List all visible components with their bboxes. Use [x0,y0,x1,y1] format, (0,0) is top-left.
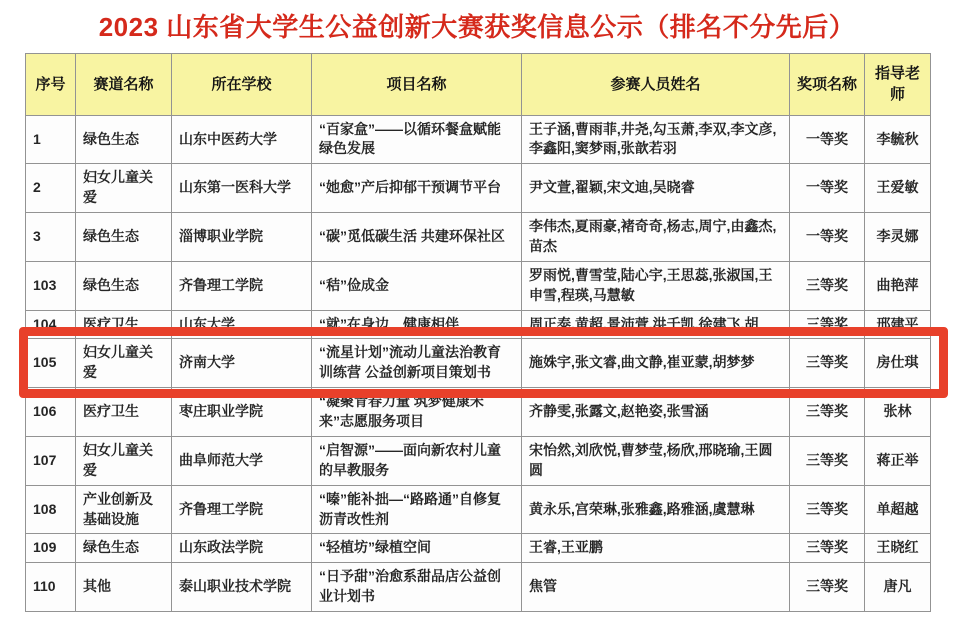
table-row [26,436,931,485]
cell-award: 三等奖 [790,436,865,485]
cell-award: 三等奖 [790,339,865,388]
cell-project: “嗪”能补拙—“路路通”自修复沥青改性剂 [312,485,522,534]
cell-teacher: 邢建平 [865,310,931,339]
cell-members: 黄永乐,宫荣琳,张雅鑫,路雅涵,虞慧琳 [522,485,790,534]
cell-teacher: 李毓秋 [865,115,931,164]
cell-award: 三等奖 [790,310,865,339]
cell-teacher: 蒋正举 [865,436,931,485]
table-row [26,563,931,612]
cell-members: 焦管 [522,563,790,612]
table-row [26,534,931,563]
cell-teacher: 张林 [865,388,931,437]
cell-award: 一等奖 [790,115,865,164]
cell-no: 3 [26,213,76,262]
cell-teacher: 李灵娜 [865,213,931,262]
cell-teacher: 单超越 [865,485,931,534]
cell-members: 李伟杰,夏雨豪,褚奇奇,杨志,周宁,由鑫杰,苗杰 [522,213,790,262]
cell-no: 103 [26,261,76,310]
cell-teacher: 唐凡 [865,563,931,612]
cell-project: “日予甜”治愈系甜品店公益创业计划书 [312,563,522,612]
cell-award: 三等奖 [790,261,865,310]
cell-no: 108 [26,485,76,534]
cell-no: 110 [26,563,76,612]
cell-no: 107 [26,436,76,485]
cell-members: 罗雨悦,曹雪莹,陆心宇,王思蕊,张淑国,王申雪,程瑛,马慧敏 [522,261,790,310]
table-row [26,261,931,310]
col-header-award: 奖项名称 [790,54,865,116]
cell-members: 施姝宇,张文睿,曲文静,崔亚蒙,胡梦梦 [522,339,790,388]
col-header-members: 参赛人员姓名 [522,54,790,116]
cell-project: “百家盒”——以循环餐盒赋能绿色发展 [312,115,522,164]
awards-table-wrap [0,53,954,628]
cell-school: 济南大学 [172,339,312,388]
col-header-project: 项目名称 [312,54,522,116]
cell-track: 产业创新及基础设施 [76,485,172,534]
cell-members: 周正泰,黄超,景沛萱,洪千凯,徐建飞,胡 [522,310,790,339]
awards-table [25,53,931,612]
cell-no: 104 [26,310,76,339]
table-row [26,115,931,164]
cell-project: “碳”觅低碳生活 共建环保社区 [312,213,522,262]
cell-no: 105 [26,339,76,388]
cell-school: 泰山职业技术学院 [172,563,312,612]
cell-school: 山东政法学院 [172,534,312,563]
table-row [26,388,931,437]
col-header-teacher: 指导老师 [865,54,931,116]
cell-school: 曲阜师范大学 [172,436,312,485]
cell-track: 妇女儿童关爱 [76,164,172,213]
cell-award: 三等奖 [790,534,865,563]
cell-project: “就”在身边，健康相伴 [312,310,522,339]
cell-award: 三等奖 [790,563,865,612]
cell-teacher: 房仕琪 [865,339,931,388]
cell-track: 妇女儿童关爱 [76,339,172,388]
col-header-track: 赛道名称 [76,54,172,116]
cell-project: “凝聚青春力量 筑梦健康未来”志愿服务项目 [312,388,522,437]
cell-track: 绿色生态 [76,261,172,310]
cell-award: 三等奖 [790,388,865,437]
cell-track: 绿色生态 [76,213,172,262]
cell-track: 绿色生态 [76,115,172,164]
cell-members: 齐静雯,张露文,赵艳姿,张雪涵 [522,388,790,437]
cell-project: “流星计划”流动儿童法治教育训练营 公益创新项目策划书 [312,339,522,388]
cell-no: 2 [26,164,76,213]
cell-members: 王子涵,曹雨菲,井尧,勾玉萧,李双,李文彦,李鑫阳,窦梦雨,张歆若羽 [522,115,790,164]
cell-project: “启智源”——面向新农村儿童的早教服务 [312,436,522,485]
cell-members: 宋怡然,刘欣悦,曹梦莹,杨欣,邢晓瑜,王圆圆 [522,436,790,485]
cell-project: “秸”俭成金 [312,261,522,310]
cell-project: “她愈”产后抑郁干预调节平台 [312,164,522,213]
col-header-no: 序号 [26,54,76,116]
cell-teacher: 曲艳萍 [865,261,931,310]
cell-track: 医疗卫生 [76,388,172,437]
cell-teacher: 王晓红 [865,534,931,563]
cell-award: 一等奖 [790,164,865,213]
table-row [26,164,931,213]
cell-no: 106 [26,388,76,437]
cell-project: “轻植坊”绿植空间 [312,534,522,563]
cell-school: 淄博职业学院 [172,213,312,262]
cell-award: 一等奖 [790,213,865,262]
cell-track: 其他 [76,563,172,612]
table-row [26,485,931,534]
cell-track: 妇女儿童关爱 [76,436,172,485]
col-header-school: 所在学校 [172,54,312,116]
cell-no: 1 [26,115,76,164]
awards-table-body [26,115,931,612]
cell-no: 109 [26,534,76,563]
cell-school: 齐鲁理工学院 [172,261,312,310]
table-row [26,213,931,262]
cell-teacher: 王爱敏 [865,164,931,213]
cell-school: 山东中医药大学 [172,115,312,164]
cell-school: 枣庄职业学院 [172,388,312,437]
cell-school: 山东第一医科大学 [172,164,312,213]
table-row [26,310,931,339]
cell-school: 齐鲁理工学院 [172,485,312,534]
cell-school: 山东大学 [172,310,312,339]
header-row [26,54,931,116]
cell-members: 尹文萱,翟颖,宋文迪,吴晓睿 [522,164,790,213]
cell-members: 王睿,王亚鹏 [522,534,790,563]
cell-track: 医疗卫生 [76,310,172,339]
cell-track: 绿色生态 [76,534,172,563]
cell-award: 三等奖 [790,485,865,534]
table-row [26,339,931,388]
page-title: 2023 山东省大学生公益创新大赛获奖信息公示（排名不分先后） [98,12,856,42]
